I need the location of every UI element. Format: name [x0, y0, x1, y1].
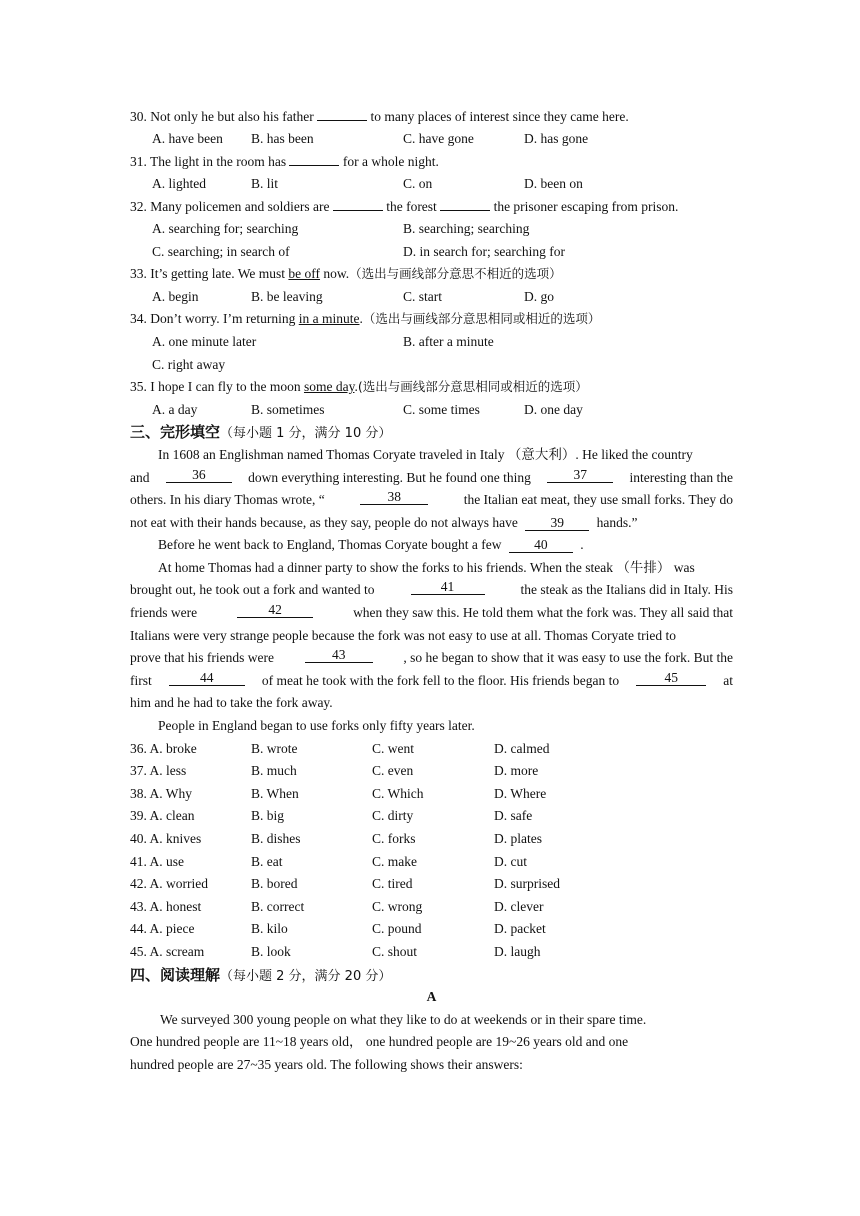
cloze-text: Before he went back to England, Thomas Coryate bought a few — [158, 537, 502, 553]
option-d: D. plates — [494, 831, 542, 846]
option-a: 42. A. worried — [130, 876, 208, 892]
cloze-blank-36: 36 — [166, 467, 232, 483]
cloze-blank-45: 45 — [636, 670, 706, 686]
option-b: B. dishes — [251, 831, 301, 846]
option-b: B. searching; searching — [403, 220, 530, 236]
question-instruction: (选出与画线部分意思相同或相近的选项） — [357, 379, 588, 395]
option-b: B. has been — [251, 130, 314, 146]
answer-blank — [333, 195, 383, 211]
cloze-blank-43: 43 — [305, 647, 373, 663]
reading-line — [130, 1031, 733, 1054]
option-b: B. wrote — [251, 740, 298, 756]
option-b: B. sometimes — [251, 401, 325, 417]
section-title: 三、完形填空 — [130, 423, 221, 442]
cloze-line — [130, 534, 733, 557]
option-c: C. dirty — [372, 808, 414, 824]
question-34 — [130, 308, 733, 331]
option-c: C. make — [372, 853, 417, 869]
option-a: A. lighted — [152, 175, 206, 191]
question-text: . — [354, 379, 358, 395]
cloze-blank-41: 41 — [411, 579, 485, 595]
option-a: 37. A. less — [130, 763, 187, 779]
option-d: D. safe — [494, 808, 533, 824]
cloze-options — [130, 738, 733, 964]
cloze-text: In 1608 an Englishman named Thomas Coryate traveled in Italy （意大利）. He liked the country — [158, 446, 693, 462]
option-d: D. surprised — [494, 876, 560, 892]
cloze-text: not eat with their hands because, as they say, people do not always have — [130, 514, 518, 530]
answer-blank — [317, 105, 367, 121]
question-text: 34. Don’t worry. I’m returning — [130, 311, 299, 327]
cloze-line — [130, 557, 733, 580]
option-c: C. Which — [372, 785, 424, 801]
exam-page — [130, 105, 733, 1077]
question-31 — [130, 150, 733, 173]
question-30 — [130, 105, 733, 128]
question-text: now. — [320, 266, 350, 282]
cloze-text: when they saw this. He told them what the fork was. They all said that — [353, 605, 733, 621]
cloze-blank-38: 38 — [360, 489, 428, 505]
option-a: 36. A. broke — [130, 740, 197, 756]
option-d: D. clever — [494, 898, 544, 914]
cloze-text: Italians were very strange people because the fork was not easy to use at all. Thomas Coryate tried to — [130, 627, 676, 643]
option-b: B. after a minute — [403, 333, 494, 349]
option-b: B. look — [251, 943, 291, 959]
section-note: （每小题 1 分，满分 10 分） — [220, 426, 392, 442]
cloze-text: brought out, he took out a fork and wanted to — [130, 582, 375, 598]
cloze-blank-44: 44 — [169, 670, 245, 686]
question-text: 35. I hope I can fly to the moon — [130, 379, 304, 395]
cloze-text: friends were — [130, 605, 198, 621]
question-35 — [130, 376, 733, 399]
option-b: B. kilo — [251, 921, 288, 937]
question-instruction: （选出与画线部分意思不相近的选项） — [349, 266, 562, 282]
cloze-text: him and he had to take the fork away. — [130, 695, 333, 711]
option-a: 41. A. use — [130, 853, 184, 869]
options-31 — [130, 173, 733, 196]
question-text: to many places of interest since they came here. — [370, 109, 629, 124]
cloze-option-row-39 — [130, 805, 733, 828]
cloze-option-row-41 — [130, 851, 733, 874]
reading-text: One hundred people are 11~18 years old， one hundred people are 19~26 years old and one — [130, 1034, 629, 1050]
option-c: C. on — [403, 175, 433, 191]
cloze-text: of meat he took with the fork fell to the floor. His friends began to — [261, 672, 620, 688]
option-d: D. calmed — [494, 740, 550, 756]
question-text: the prisoner escaping from prison. — [493, 199, 679, 215]
question-text: 32. Many policemen and soldiers are — [130, 199, 330, 215]
option-c: C. start — [403, 288, 442, 304]
question-text: 31. The light in the room has — [130, 154, 287, 170]
question-text: 33. It’s getting late. We must — [130, 266, 289, 282]
cloze-line — [130, 715, 733, 738]
section-3-heading — [130, 421, 733, 444]
question-instruction: （选出与画线部分意思相同或相近的选项） — [362, 311, 601, 327]
reading-text: hundred people are 27~35 years old. The following shows their answers: — [130, 1056, 523, 1072]
option-c: C. pound — [372, 921, 422, 937]
question-text: . — [359, 311, 363, 327]
reading-line — [130, 1054, 733, 1077]
option-c: C. forks — [372, 831, 416, 846]
option-d: D. more — [494, 763, 539, 779]
cloze-text: , so he began to show that it was easy to use the fork. But the — [403, 650, 733, 666]
option-a: 43. A. honest — [130, 898, 202, 914]
question-33 — [130, 263, 733, 286]
underlined-phrase: be off — [288, 266, 321, 282]
question-text: for a whole night. — [342, 154, 439, 170]
cloze-line — [130, 647, 733, 670]
option-c: C. went — [372, 740, 414, 756]
cloze-option-row-38 — [130, 783, 733, 806]
question-text: 30. Not only he but also his father — [130, 109, 314, 124]
underlined-phrase: some day — [303, 379, 355, 395]
cloze-line — [130, 625, 733, 648]
cloze-line — [130, 489, 733, 512]
option-c: C. shout — [372, 943, 418, 959]
option-a: A. one minute later — [152, 333, 257, 349]
option-d: D. go — [524, 288, 554, 304]
option-a: A. have been — [152, 130, 223, 146]
option-b: B. correct — [251, 898, 305, 914]
option-b: B. much — [251, 763, 297, 779]
option-b: B. When — [251, 785, 299, 801]
cloze-line — [130, 444, 733, 467]
options-35 — [130, 399, 733, 422]
cloze-text: At home Thomas had a dinner party to show the forks to his friends. When the steak （牛排） was — [158, 559, 695, 575]
option-a: A. a day — [152, 401, 198, 417]
cloze-option-row-36 — [130, 738, 733, 761]
cloze-blank-40: 40 — [509, 537, 573, 553]
answer-blank — [440, 195, 490, 211]
cloze-option-row-42 — [130, 873, 733, 896]
cloze-option-row-43 — [130, 896, 733, 919]
cloze-blank-42: 42 — [237, 602, 313, 618]
cloze-text: hands.” — [596, 514, 638, 530]
cloze-blank-37: 37 — [547, 467, 613, 483]
cloze-text: . — [580, 537, 584, 553]
option-c: C. searching; in search of — [152, 243, 290, 259]
section-4-heading — [130, 964, 733, 987]
cloze-text: prove that his friends were — [130, 650, 274, 666]
cloze-line — [130, 579, 733, 602]
option-d: D. one day — [524, 401, 583, 417]
option-a: A. searching for; searching — [152, 220, 299, 236]
option-c: C. some times — [403, 401, 480, 417]
option-c: C. have gone — [403, 130, 474, 146]
answer-blank — [289, 150, 339, 166]
option-d: D. in search for; searching for — [403, 243, 565, 259]
option-c: C. tired — [372, 876, 413, 892]
cloze-line — [130, 670, 733, 693]
options-30 — [130, 128, 733, 151]
option-a: A. begin — [152, 288, 199, 304]
cloze-text: People in England began to use forks only fifty years later. — [158, 718, 475, 734]
option-a: 39. A. clean — [130, 808, 195, 824]
reading-line — [130, 1009, 733, 1032]
option-c: C. even — [372, 763, 414, 779]
cloze-text: and — [130, 469, 150, 485]
option-a: 45. A. scream — [130, 943, 205, 959]
option-c: C. wrong — [372, 898, 423, 914]
option-b: B. big — [251, 808, 285, 824]
option-d: D. been on — [524, 175, 583, 191]
question-32 — [130, 195, 733, 218]
option-b: B. be leaving — [251, 288, 323, 304]
cloze-text: down everything interesting. But he found one thing — [248, 469, 531, 485]
cloze-option-row-44 — [130, 918, 733, 941]
option-a: 38. A. Why — [130, 785, 193, 801]
passage-label: A — [426, 989, 437, 1005]
cloze-blank-39: 39 — [525, 515, 589, 531]
options-32-ab — [130, 218, 733, 241]
option-a: 40. A. knives — [130, 831, 202, 846]
section-title: 四、阅读理解 — [130, 965, 221, 984]
cloze-text: the steak as the Italians did in Italy. His — [520, 582, 733, 598]
cloze-line — [130, 467, 733, 490]
option-d: D. laugh — [494, 943, 541, 959]
option-a: 44. A. piece — [130, 921, 195, 937]
cloze-option-row-37 — [130, 760, 733, 783]
cloze-text: first — [130, 672, 152, 688]
cloze-line — [130, 692, 733, 715]
question-text: the forest — [386, 199, 437, 215]
option-d: D. has gone — [524, 130, 589, 146]
options-34-ab — [130, 331, 733, 354]
cloze-text: the Italian eat meat, they use small forks. They do — [463, 492, 733, 508]
reading-text: We surveyed 300 young people on what they like to do at weekends or in their spare time. — [160, 1011, 647, 1027]
cloze-option-row-40 — [130, 828, 733, 851]
option-c: C. right away — [152, 356, 226, 372]
cloze-line — [130, 602, 733, 625]
cloze-line — [130, 512, 733, 535]
cloze-text: others. In his diary Thomas wrote, “ — [130, 492, 325, 508]
option-b: B. bored — [251, 876, 298, 892]
option-d: D. Where — [494, 785, 547, 801]
underlined-phrase: in a minute — [298, 311, 360, 327]
cloze-option-row-45 — [130, 941, 733, 964]
options-32-cd — [130, 241, 733, 264]
cloze-text: at — [723, 672, 733, 688]
option-d: D. cut — [494, 853, 527, 869]
section-note: （每小题 2 分，满分 20 分） — [220, 968, 392, 984]
option-b: B. lit — [251, 175, 279, 191]
cloze-text: interesting than the — [629, 469, 733, 485]
option-b: B. eat — [251, 853, 283, 869]
options-33 — [130, 286, 733, 309]
option-d: D. packet — [494, 921, 546, 937]
options-34-c — [130, 354, 733, 377]
